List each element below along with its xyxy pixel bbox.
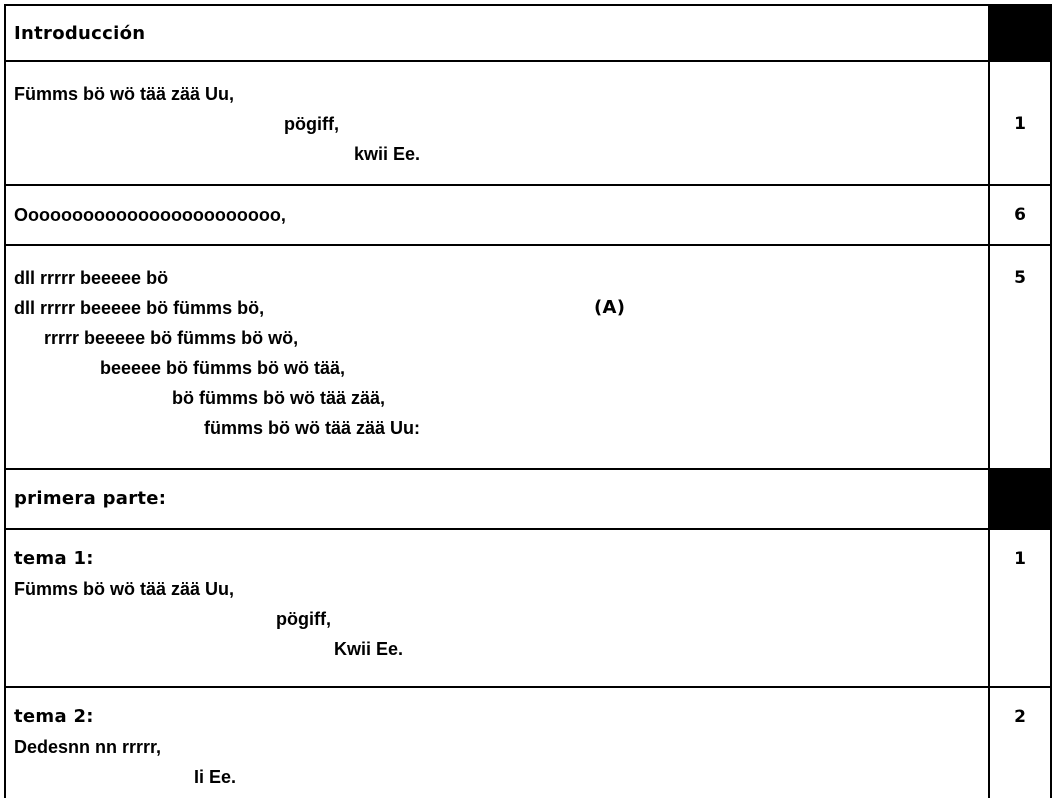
text-line: fümms bö wö tää zää Uu:: [204, 418, 421, 438]
text-line: Ii Ee.: [194, 767, 237, 787]
marker-label: (A): [594, 297, 626, 318]
text-line: Fümms bö wö tää zää Uu,: [14, 84, 235, 104]
text-line: Fümms bö wö tää zää Uu,: [14, 579, 235, 599]
theme-cell: [6, 688, 990, 798]
text-line: dll rrrrr beeeee bö fümms bö,: [14, 298, 265, 318]
text-line: Dedesnn nn rrrrr,: [14, 737, 162, 757]
theme-title: tema 2:: [14, 706, 94, 727]
text-line: beeeee bö fümms bö wö tää,: [100, 358, 346, 378]
repeat-count: 1: [1014, 114, 1026, 134]
theme-row: [4, 688, 1052, 798]
section-heading: primera parte:: [14, 488, 167, 509]
section-part1-row: [4, 470, 1052, 530]
text-block-row: [4, 186, 1052, 246]
text-line: pögiff,: [284, 114, 339, 134]
theme-row: [4, 530, 1052, 688]
text-line: kwii Ee.: [354, 144, 421, 164]
repeat-count: 1: [1014, 549, 1026, 569]
section-heading: Introducción: [14, 23, 146, 44]
text-block-cell: [6, 246, 990, 468]
score-table: [4, 4, 1052, 798]
text-block-cell: [6, 62, 990, 184]
text-line: pögiff,: [276, 609, 331, 629]
section-intro-cell: [6, 6, 990, 60]
text-line: Oooooooooooooooooooooooo,: [14, 205, 286, 225]
repeat-count: 2: [1014, 707, 1026, 727]
text-block-cell: [6, 186, 990, 244]
text-block-row: [4, 246, 1052, 470]
text-line: rrrrr beeeee bö fümms bö wö,: [44, 328, 299, 348]
section-marker-black: [990, 470, 1050, 528]
text-line: dll rrrrr beeeee bö: [14, 268, 169, 288]
section-marker-black: [990, 6, 1050, 60]
text-line: Kwii Ee.: [334, 639, 404, 659]
section-part1-cell: [6, 470, 990, 528]
theme-title: tema 1:: [14, 548, 94, 569]
section-intro-row: [4, 4, 1052, 62]
theme-cell: [6, 530, 990, 686]
text-line: bö fümms bö wö tää zää,: [172, 388, 386, 408]
text-block-row: [4, 62, 1052, 186]
repeat-count: 6: [1014, 205, 1026, 225]
repeat-count: 5: [1014, 268, 1026, 288]
